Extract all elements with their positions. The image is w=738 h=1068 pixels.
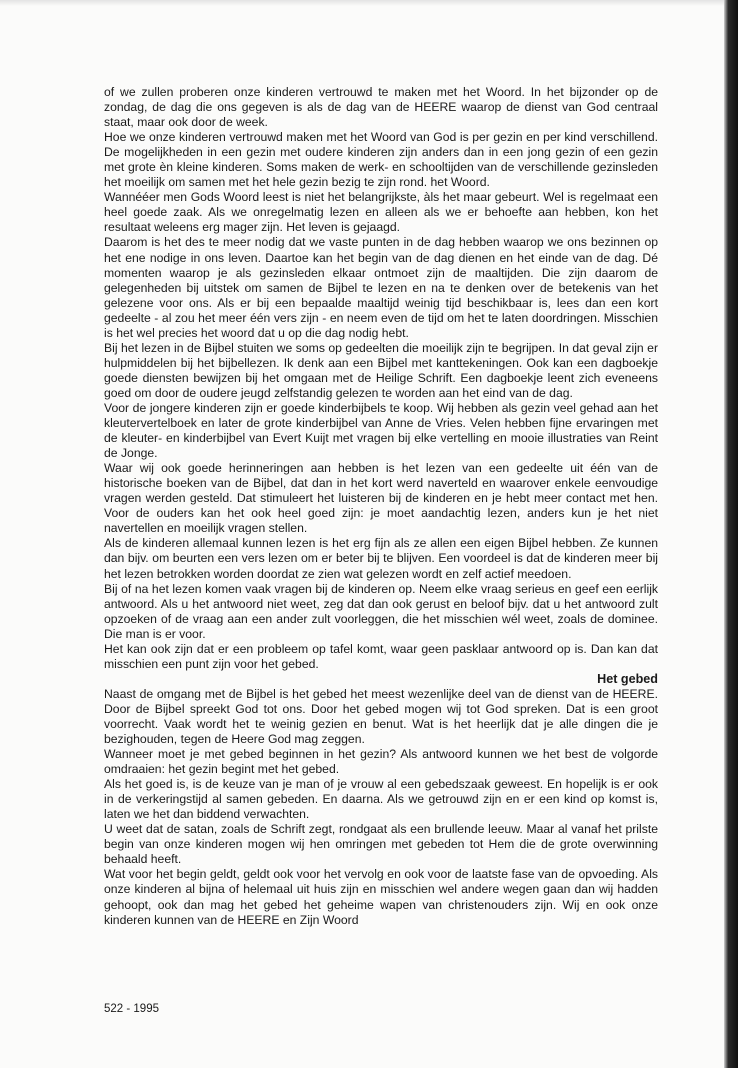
- paragraph: Wannééer men Gods Woord leest is niet het belangrijkste, àls het maar gebeurt. Wel is regelmaat een heel goede zaak. Als we onregelmatig lezen en alleen als we er behoefte aan hebben, kon het resultaat weleens erg mager zijn. Het leven is gejaagd.: [104, 190, 658, 235]
- scan-edge: [724, 0, 738, 1068]
- paragraph: Het kan ook zijn dat er een probleem op tafel komt, waar geen pasklaar antwoord op is. Dan kan dat misschien een punt zijn voor het gebed.: [104, 641, 658, 671]
- scan-shadow: [0, 0, 724, 6]
- paragraph: Voor de jongere kinderen zijn er goede kinderbijbels te koop. Wij hebben als gezin veel gehad aan het kleutervertelboek en later de grote kinderbijbel van Anne de Vries. Velen hebben fijne ervaringen met de kleuter- en kinderbijbel van Evert Kuijt met vragen bij elke vertelling en mooie illustraties van Reint de Jonge.: [104, 400, 658, 461]
- paragraph: of we zullen proberen onze kinderen vertrouwd te maken met het Woord. In het bijzonder op de zondag, de dag die ons gegeven is als de dag van de HEERE waarop de dienst van God centraal staat, maar ook door de week.: [104, 85, 658, 130]
- page-footer: 522 - 1995: [104, 1003, 159, 1015]
- paragraph: Als het goed is, is de keuze van je man of je vrouw al een gebedszaak geweest. En hopelijk is er ook in de verkeringstijd al samen gebeden. En daarna. Als we getrouwd zijn en er een kind op komst is, laten we het dan biddend verwachten.: [104, 777, 658, 822]
- paragraph: Wat voor het begin geldt, geldt ook voor het vervolg en ook voor de laatste fase van de opvoeding. Als onze kinderen al bijna of helemaal uit huis zijn en misschien wel andere wegen gaan dan wij hadden gehoopt, ook dan mag het gebed het geheime wapen van christenouders zijn. Wij en ook onze kinderen kunnen van de HEERE en Zijn Woord: [104, 867, 658, 927]
- paragraph: Waar wij ook goede herinneringen aan hebben is het lezen van een gedeelte uit één van de historische boeken van de Bijbel, dat dan in het kort werd naverteld en waarover enkele eenvoudige vragen werden gesteld. Dat stimuleert het luisteren bij de kinderen en je hebt meer contact met hen. Voor de ouders kan het ook heel goed zijn: je moet aandachtig lezen, anders kun je het niet navertellen en moeilijk vragen stellen.: [104, 461, 658, 536]
- paragraph: U weet dat de satan, zoals de Schrift zegt, rondgaat als een brullende leeuw. Maar al vanaf het prilste begin van onze kinderen mogen wij hen omringen met gebeden tot Hem die de grote overwinning behaald heeft.: [104, 822, 658, 867]
- section-heading: Het gebed: [597, 671, 658, 686]
- paragraph: Bij het lezen in de Bijbel stuiten we soms op gedeelten die moeilijk zijn te begrijpen. In dat geval zijn er hulpmiddelen bij het bijbellezen. Ik denk aan een Bijbel met kanttekeningen. Ook kan een dagboekje goede diensten bewijzen bij het omgaan met de Heilige Schrift. Een dagboekje leent zich eveneens goed om door de oudere jeugd zelfstandig gelezen te worden aan het eind van de dag.: [104, 340, 658, 400]
- paragraph: Wanneer moet je met gebed beginnen in het gezin? Als antwoord kunnen we het best de volgorde omdraaien: het gezin begint met het gebed.: [104, 747, 658, 777]
- paragraph: Bij of na het lezen komen vaak vragen bij de kinderen op. Neem elke vraag serieus en geef een eerlijk antwoord. Als u het antwoord niet weet, zeg dat dan ook gerust en beloof bijv. dat u het antwoord zult opzoeken of de vraag aan een ander zult voorleggen, die het misschien wél weet, zoals de dominee. Die man is er voor.: [104, 581, 658, 641]
- paragraph: Als de kinderen allemaal kunnen lezen is het erg fijn als ze allen een eigen Bijbel hebben. Ze kunnen dan bijv. om beurten een vers lezen om er beter bij te blijven. Een voordeel is dat de kinderen meer bij het lezen betrokken worden doordat ze zien wat gelezen wordt en zelf actief meedoen.: [104, 536, 658, 581]
- paragraph: Daarom is het des te meer nodig dat we vaste punten in de dag hebben waarop we ons bezinnen op het ene nodige in ons leven. Daartoe kan het begin van de dag dienen en het einde van de dag. Dé momenten waarop je als gezinsleden elkaar ontmoet zijn de maaltijden. Die zijn daarom de gelegenheden bij uitstek om samen de Bijbel te lezen en na te denken over de betekenis van het gelezene voor ons. Als er bij een bepaalde maaltijd weinig tijd beschikbaar is, lees dan een kort gedeelte - al zou het meer één vers zijn - en neem even de tijd om het te laten doordringen. Misschien is het wel precies het woord dat u op die dag nodig hebt.: [104, 235, 658, 340]
- paragraph: Hoe we onze kinderen vertrouwd maken met het Woord van God is per gezin en per kind verschillend. De mogelijkheden in een gezin met oudere kinderen zijn anders dan in een jong gezin of een gezin met grote èn kleine kinderen. Soms maken de werk- en schooltijden van de verschillende gezinsleden het moeilijk om samen met het hele gezin bezig te zijn rond. het Woord.: [104, 130, 658, 190]
- article-body: [104, 85, 658, 928]
- paragraph: Naast de omgang met de Bijbel is het gebed het meest wezenlijke deel van de dienst van de HEERE. Door de Bijbel spreekt God tot ons. Door het gebed mogen wij tot God spreken. Dat is een groot voorrecht. Vaak wordt het te weinig gezien en benut. Wat is het heerlijk dat je alle dingen die je bezighouden, tegen de Heere God mag zeggen.: [104, 686, 658, 747]
